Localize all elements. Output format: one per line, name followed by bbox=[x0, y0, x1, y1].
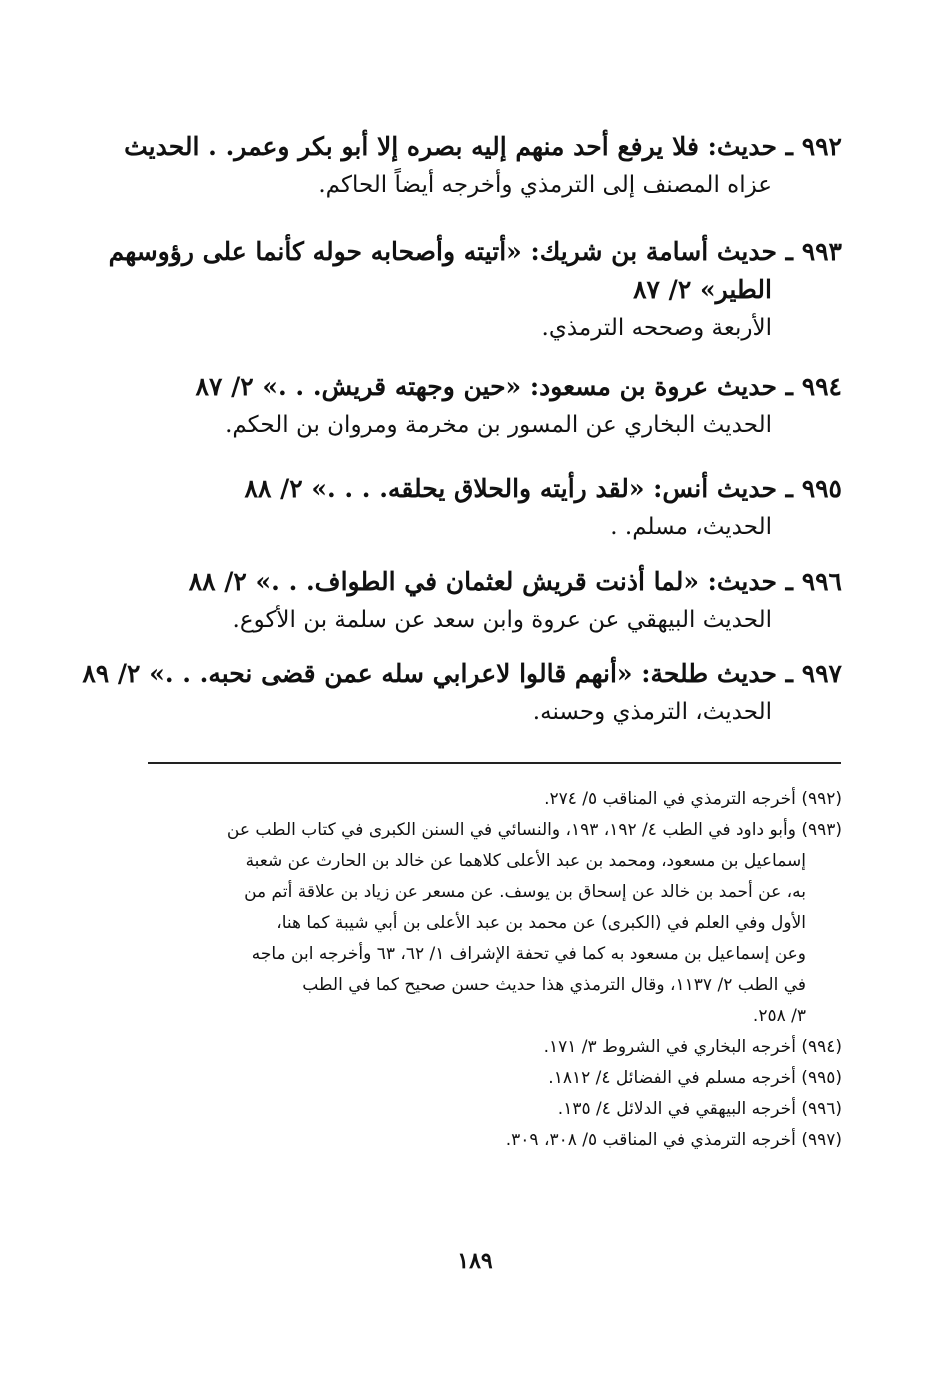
footnote-995 bbox=[112, 1063, 842, 1094]
footnote-997 bbox=[112, 1125, 842, 1156]
footnote-992 bbox=[112, 784, 842, 815]
footnote-996 bbox=[112, 1094, 842, 1125]
entry-note: الحديث البخاري عن المسور بن مخرمة ومروان بن الحكم. bbox=[225, 412, 772, 438]
footnote-line: (٩٩٤) أخرجه البخاري في الشروط ٣/ ١٧١. bbox=[543, 1037, 842, 1057]
footnote-994 bbox=[112, 1032, 842, 1063]
hadith-entry-995 bbox=[142, 470, 842, 546]
footnote-993 bbox=[112, 815, 842, 1032]
hadith-entry-992 bbox=[124, 128, 842, 204]
footnote-line: (٩٩٥) أخرجه مسلم في الفضائل ٤/ ١٨١٢. bbox=[548, 1068, 842, 1088]
footnote-line: به، عن أحمد بن خالد عن إسحاق بن يوسف. عن مسعر عن زياد بن علاقة أتم من bbox=[244, 882, 806, 902]
entry-note: الحديث، مسلم. . bbox=[610, 514, 772, 540]
footnotes bbox=[112, 784, 842, 1156]
footnote-line: إسماعيل بن مسعود، ومحمد بن عبد الأعلى كلاهما عن خالد بن الحارث عن شعبة bbox=[245, 851, 806, 871]
footnote-line: (٩٩٧) أخرجه الترمذي في المناقب ٥/ ٣٠٨، ٣٠٩. bbox=[505, 1130, 842, 1150]
entry-heading: ٩٩٧ ـ حديث طلحة: «أنهم قالوا لاعرابي سله عمن قضى نحبه. . .» ٢/ ٨٩ bbox=[82, 659, 842, 688]
footnote-separator bbox=[148, 762, 841, 764]
entry-heading: ٩٩٢ ـ حديث: فلا يرفع أحد منهم إليه بصره إلا أبو بكر وعمر. . الحديث bbox=[124, 132, 842, 161]
entry-heading: ٩٩٣ ـ حديث أسامة بن شريك: «أتيته وأصحابه حوله كأنما على رؤوسهم bbox=[108, 237, 842, 266]
footnote-line: (٩٩٦) أخرجه البيهقي في الدلائل ٤/ ١٣٥. bbox=[557, 1099, 842, 1119]
entry-note: الأربعة وصححه الترمذي. bbox=[541, 315, 772, 341]
entry-note: الحديث البيهقي عن عروة وابن سعد عن سلمة بن الأكوع. bbox=[232, 607, 772, 633]
hadith-entry-996 bbox=[142, 563, 842, 639]
entry-note: الحديث، الترمذي وحسنه. bbox=[532, 699, 772, 725]
footnote-line: ٣/ ٢٥٨. bbox=[752, 1006, 806, 1026]
footnote-line: في الطب ٢/ ١١٣٧، وقال الترمذي هذا حديث حسن صحيح كما في الطب bbox=[302, 975, 806, 995]
entry-heading: ٩٩٤ ـ حديث عروة بن مسعود: «حين وجهته قريش. . .» ٢/ ٨٧ bbox=[195, 372, 842, 401]
footnote-line: وعن إسماعيل بن مسعود به كما في تحفة الإشراف ١/ ٦٢، ٦٣ وأخرجه ابن ماجه bbox=[251, 944, 806, 964]
footnote-line: (٩٩٣) وأبو داود في الطب ٤/ ١٩٢، ١٩٣، والنسائي في السنن الكبرى في كتاب الطب عن bbox=[226, 820, 842, 840]
hadith-entry-994 bbox=[142, 368, 842, 444]
footnote-line: (٩٩٢) أخرجه الترمذي في المناقب ٥/ ٢٧٤. bbox=[544, 789, 842, 809]
hadith-entry-997 bbox=[82, 655, 842, 731]
entry-heading-continuation: الطير» ٢/ ٨٧ bbox=[633, 275, 772, 304]
entry-heading: ٩٩٦ ـ حديث: «لما أذنت قريش لعثمان في الطواف. . .» ٢/ ٨٨ bbox=[188, 567, 842, 596]
hadith-entry-993 bbox=[108, 233, 842, 347]
footnote-line: الأول وفي العلم في (الكبرى) عن محمد بن عبد الأعلى بن أبي شيبة كما هنا، bbox=[276, 913, 806, 933]
page-number: ١٨٩ bbox=[457, 1248, 493, 1274]
entry-heading: ٩٩٥ ـ حديث أنس: «لقد رأيته والحلاق يحلقه. . . .» ٢/ ٨٨ bbox=[244, 474, 842, 503]
entry-note: عزاه المصنف إلى الترمذي وأخرجه أيضاً الحاكم. bbox=[318, 172, 772, 198]
